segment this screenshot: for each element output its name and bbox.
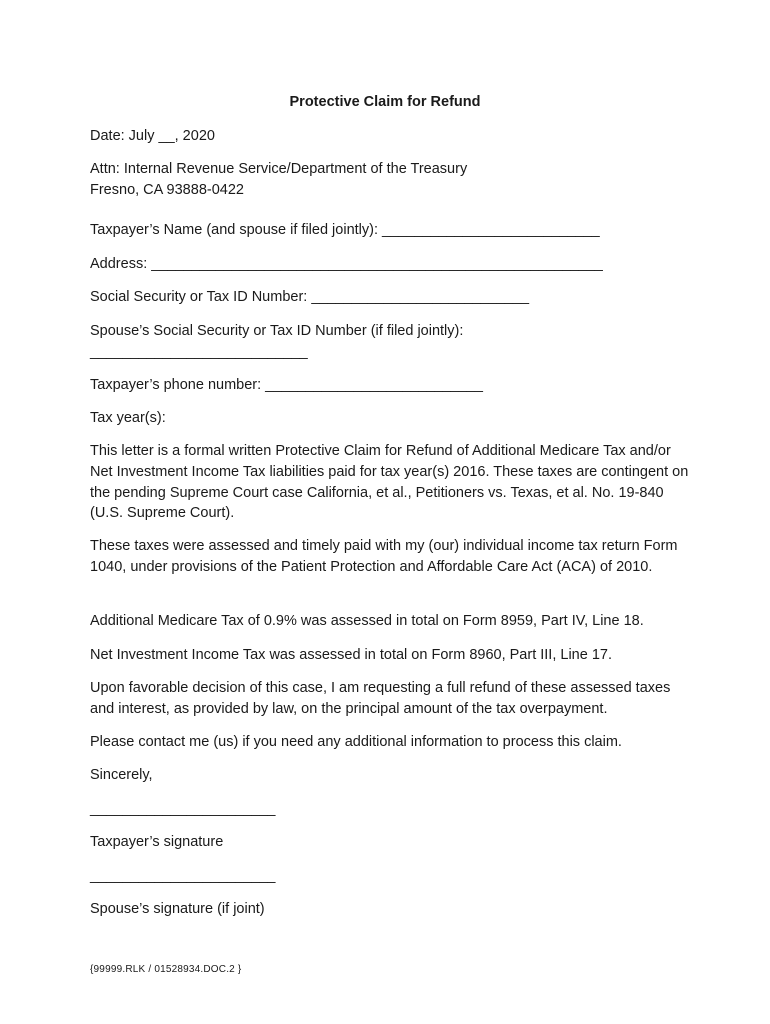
- taxpayer-signature-label: Taxpayer’s signature: [90, 834, 224, 850]
- paragraph-claim: This letter is a formal written Protective Claim for Refund of Additional Medicare Tax and/or Net Investment Income Tax liabilities paid for tax year(s) 2016. These taxes are contingent on the pending Supreme Court case California, et al., Petitioners vs. Texas, et al. No. 19-840 (U.S. Supreme Court).: [90, 443, 689, 522]
- spouse-ssn-blank: ___________________________: [90, 344, 308, 360]
- paragraph-refund-request: Upon favorable decision of this case, I am requesting a full refund of these assessed taxes and interest, as provided by law, on the principal amount of the tax overpayment.: [90, 680, 671, 717]
- spouse-signature-label: Spouse’s signature (if joint): [90, 901, 265, 917]
- taxpayer-name-field: Taxpayer’s Name (and spouse if filed jointly): ___________________________: [90, 222, 600, 238]
- date-line: Date: July __, 2020: [90, 128, 215, 144]
- document-title: Protective Claim for Refund: [289, 94, 481, 110]
- ssn-field: Social Security or Tax ID Number: ___________________________: [90, 289, 530, 305]
- closing: Sincerely,: [90, 767, 153, 783]
- attn-line: Attn: Internal Revenue Service/Department of the Treasury: [90, 161, 468, 177]
- tax-years-field: Tax year(s):: [90, 410, 166, 426]
- paragraph-niit: Net Investment Income Tax was assessed in total on Form 8960, Part III, Line 17.: [90, 647, 612, 663]
- phone-field: Taxpayer’s phone number: ___________________________: [90, 377, 483, 393]
- taxpayer-signature-line: _______________________: [90, 801, 276, 817]
- spouse-signature-line: _______________________: [90, 868, 276, 884]
- spouse-ssn-label: Spouse’s Social Security or Tax ID Number (if filed jointly):: [90, 323, 464, 339]
- attn-address: Fresno, CA 93888-0422: [90, 182, 244, 198]
- paragraph-assessment: These taxes were assessed and timely paid with my (our) individual income tax return Form 1040, under provisions of the Patient Protection and Affordable Care Act (ACA) of 2010.: [90, 538, 678, 575]
- paragraph-contact: Please contact me (us) if you need any additional information to process this claim.: [90, 734, 622, 750]
- paragraph-medicare: Additional Medicare Tax of 0.9% was assessed in total on Form 8959, Part IV, Line 18.: [90, 613, 644, 629]
- address-field: Address: ________________________________________________________: [90, 256, 603, 272]
- document-footer: {99999.RLK / 01528934.DOC.2 }: [90, 964, 242, 975]
